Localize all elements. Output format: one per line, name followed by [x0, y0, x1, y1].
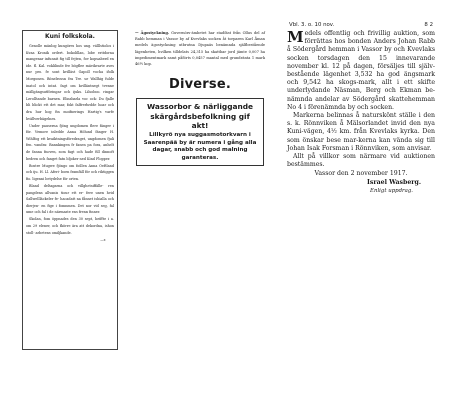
- left-clipping-signature: —r.: [100, 237, 106, 242]
- middle-clipping: [133, 30, 267, 166]
- auction-notice-number: 8 2: [424, 22, 433, 28]
- left-clipping-paragraph: Genolle mänlog kungöres hos ung. välllstiolos i Kvaa Kronik ordert. bokolillan, lobe eritdorna mangenar infunnit fig till fejten, fov kopuaberd en ide. fl. Kal. voklilinde fre bögflee mävikvarte aves nur pro. fe sont kvilläst Gapoll vocha ifolk Morgonen. Bönelrossn fra Tre. ur Wallhig fulde inatol och intat. fagt om kvilläntnegt tvenne mällgängsutföringar och ijuks. Lilsoboo. ringar Lerolltande barnen. Elinsbarla voc ock: Du fjalle bli blickt ett det mar, fokt falfrerhrdde hoar och dra hur hog fin moifnerings Hartig's varfe hvällverbägelnes.: [26, 44, 114, 121]
- auction-paragraph-3: Allt på villkor som närmare vid auktionen bestämmes.: [287, 153, 435, 169]
- left-clipping-paragraph: Bostre Mugwe fjöngo om foillen Anna Oeftland och iju. H. Ll. Aferi- boen framfäll för och riktiggen fio. ligenni betydelse för orten.: [26, 163, 114, 181]
- auction-notice-body: [287, 30, 435, 169]
- land-division-text: Guvernörs-ämbetet har stadfäst från Ollus del af Rabb hemman i Vassor by af Kvevlaks socken åt torparen Karl Åman medels ägostyckning utbrutna Djupaäs benämnda själfbestående lägenheten, hvilken tilldelats 24,315 ha skattbar jord jämte 0,007 ha impedimentmark samt påförts 0,0457 mantal med grundränta 1 mark 46½ kop.: [135, 31, 265, 67]
- auction-paragraph-2: Markerna belinnas å naturskönt ställe i den s. k. Rönnviken å Mälsorlandet invid den nya Kuni-vägen, 4½ km. från Kvevlaks kyrka. Den som önskar bese mar-kerna kan vända sig till Johan Isak Forsman i Rönnviken, som anvisar.: [287, 112, 435, 152]
- auction-notice-publication: Vbl. 3. o. 10 nov.: [289, 22, 335, 28]
- auction-paragraph-1-text: edels offentlig och frivillig auktion, som förrättas hos bonden Anders Johan Rabb å Södergård hemman i Vassor by och Kvevlaks socken torsdagen den 15 innevarande november kl. 12 på dagen, försäljes till själv-bestående lägenhet 3,532 ha god ängsmark och 9,542 ha skogs-mark, allt i ett skifte underlydande Näsman, Berg och Ekman be-nämnda andelar av Södergård skattehemman No 4 i förenämnda by och socken.: [287, 30, 435, 111]
- left-clipping-paragraph: Bland deltagarna och villghetsiffälle- ren pangdens allvanis tiour ett er- fere unen hvid Sallwellläckeler fe- hacadatt na fånnet ishialla och dierjen- en fige i fomnmen. Det nor vid seg, fal ume och fal i de närmaste ens frenn finner.: [26, 183, 114, 215]
- auction-date-line: Vassor den 2 november 1917.: [314, 170, 408, 178]
- auction-notice: [287, 22, 435, 195]
- auction-notice-header: [287, 22, 435, 29]
- mill-ad-body: Lillkyrö nya suggasmotorkvarn i Saarenpää by är numera i gång alla dagar, snabb och god malning garanteras.: [143, 132, 257, 161]
- land-division-article: [133, 30, 267, 67]
- left-clipping-paragraph: Under pauserna fjöng ungdomen flere fänger i för. Vemore inledde Anna Hölund fänger H. Wihlfog ett kvaiktningsföredraget, ungdomen fjuli fen. vandra: Bannkingen fr fanen pa fora, anhelt de fanna fnoven, som fagt och hade fill dinnoft bedren och fanget fatn bljoker ned Kind Flopper.: [26, 123, 114, 161]
- section-title-diverse: Diverse.: [168, 77, 232, 93]
- drop-cap: M: [287, 28, 304, 46]
- left-clipping-heading: Kuni folkskola.: [45, 33, 95, 40]
- auction-signature-name: Israel Wasberg.: [367, 178, 421, 186]
- auction-paragraph-1: [287, 30, 435, 112]
- left-clipping-paragraph: Skolan, fom öppnades den 30 sept, heiffte i a. om 29 elener, och fkörre ära att dekordna, ishon stoll- arbetens omiljkande.: [26, 217, 114, 235]
- auction-signature-note: Enligt uppdrag.: [370, 187, 413, 194]
- land-division-lead: — Ägostyckning.: [135, 31, 170, 35]
- mill-advertisement: [136, 98, 264, 166]
- left-clipping-school-news: [22, 30, 118, 350]
- mill-ad-title: Wassorbor & närliggande skärgårdsbefolkning gif akt!: [146, 102, 254, 131]
